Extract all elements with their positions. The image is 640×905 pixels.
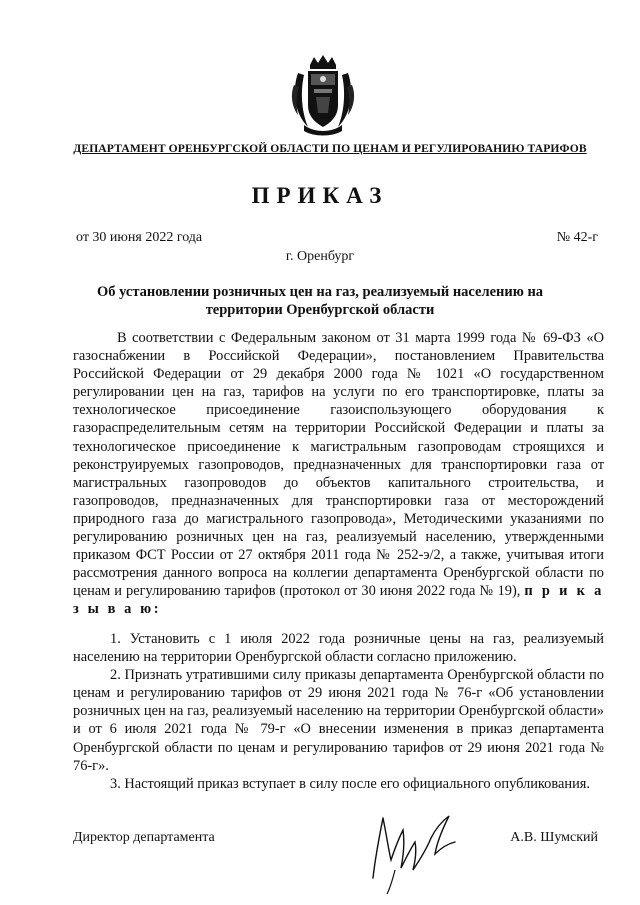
order-subject: Об установлении розничных цен на газ, реализуемый населению на территории Оренбургской области bbox=[96, 284, 544, 318]
preamble-paragraph bbox=[73, 329, 604, 619]
signer-position: Директор департамента bbox=[73, 830, 215, 845]
handwritten-signature bbox=[365, 808, 465, 898]
order-date: от 30 июня 2022 года bbox=[76, 230, 203, 245]
order-item-2: 2. Признать утратившими силу приказы департамента Оренбургской области по ценам и регулированию тарифов от 29 июня 2021 года № 76-г «Об установлении розничных цен на газ, реализуемый населению на территории Оренбургской области» и от 6 июля 2021 года № 79-г «О внесении изменения в приказ департамента Оренбургской области по ценам и регулированию тарифов от 29 июня 2021 года № 76-г». bbox=[73, 667, 604, 774]
order-items-list bbox=[73, 630, 604, 793]
department-header: ДЕПАРТАМЕНТ ОРЕНБУРГСКОЙ ОБЛАСТИ ПО ЦЕНАМ И РЕГУЛИРОВАНИЮ ТАРИФОВ bbox=[73, 142, 587, 155]
order-item-3: 3. Настоящий приказ вступает в силу после его официального опубликования. bbox=[110, 775, 590, 792]
order-item-1: 1. Установить с 1 июля 2022 года розничные цены на газ, реализуемый населению на территории Оренбургской области согласно приложению. bbox=[73, 631, 604, 666]
order-number: № 42-г bbox=[556, 230, 598, 245]
decree-word: п р и к а з ы в а ю: bbox=[73, 583, 604, 618]
signer-name: А.В. Шумский bbox=[510, 830, 598, 845]
preamble-text: В соответствии с Федеральным законом от 31 марта 1999 года № 69-ФЗ «О газоснабжении в Российской Федерации», постановлением Правительства Российской Федерации от 29 декабря 2000 года № 1021 «О государственном регулировании цен на газ, тарифов на услуги по его транспортировке, платы за технологическое присоединение газоиспользующего оборудования к газораспределительным сетям на территории Российской Федерации и платы за технологическое присоединение к магистральным газопроводам строящихся и реконструируемых газопроводов, предназначенных для транспортировки газа от магистральных газопроводов до объектов капитального строительства, и газопроводов, предназначенных для транспортировки газа от месторождений природного газа до магистрального газопровода», Методическими указаниями по регулированию розничных цен на газ, реализуемый населению, утвержденными приказом ФСТ России от 27 октября 2011 года № 252-э/2, а также, учитывая итоги рассмотрения данного вопроса на коллегии департамента Оренбургской области по ценам и регулированию тарифов (протокол от 30 июня 2022 года № 19), bbox=[73, 330, 604, 600]
coat-of-arms-emblem bbox=[290, 55, 356, 137]
document-type-title: ПРИКАЗ bbox=[251, 183, 389, 208]
city-of-issue: г. Оренбург bbox=[285, 249, 355, 264]
